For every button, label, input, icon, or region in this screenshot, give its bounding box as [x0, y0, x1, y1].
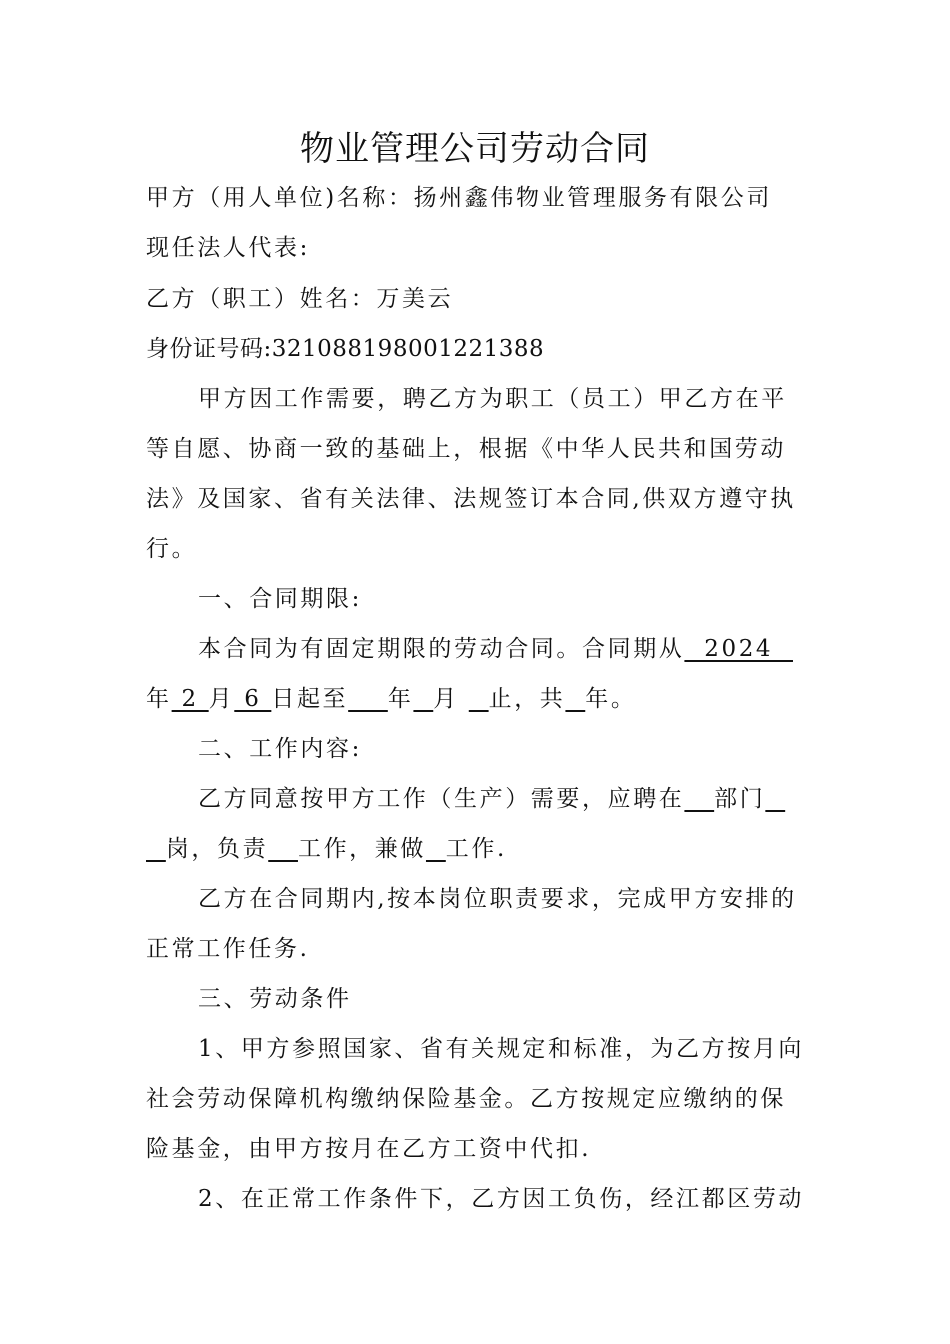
- extra-duty-label: 工作.: [445, 836, 507, 862]
- end-month-field: [413, 686, 433, 712]
- section-2-line-2: [146, 831, 816, 867]
- duty-field: [268, 836, 298, 862]
- section-2-para-2-line-1: 乙方在合同期内,按本岗位职责要求，完成甲方安排的: [198, 886, 797, 912]
- end-year-field: [348, 686, 388, 712]
- party-b-name: 乙方（职工）姓名：万美云: [146, 286, 454, 312]
- total-years-label: 年。: [585, 686, 637, 712]
- section-2-heading: 二、工作内容:: [198, 736, 362, 762]
- start-month-field: 2: [171, 686, 209, 712]
- end-day-field: [469, 686, 489, 712]
- post-field-b: [146, 836, 166, 862]
- document-title: 物业管理公司劳动合同: [300, 129, 650, 169]
- section-3-item-1-line-3: 险基金，由甲方按月在乙方工资中代扣.: [146, 1136, 592, 1162]
- section-3-item-1-line-2: 社会劳动保障机构缴纳保险基金。乙方按规定应缴纳的保: [146, 1086, 786, 1112]
- section-3-item-1-line-1: 1、甲方参照国家、省有关规定和标准，为乙方按月向: [198, 1036, 805, 1062]
- section-1-heading: 一、合同期限:: [198, 586, 362, 612]
- end-label: 止，共: [488, 686, 566, 712]
- start-day-field: 6: [234, 686, 272, 712]
- legal-representative: 现任法人代表:: [146, 235, 310, 261]
- intro-line-3: 法》及国家、省有关法律、法规签订本合同,供双方遵守执: [146, 486, 796, 512]
- post-label: 岗，负责: [165, 836, 269, 862]
- term-text: 本合同为有固定期限的劳动合同。合同期从: [198, 636, 685, 662]
- total-years-field: [565, 686, 585, 712]
- end-month-label: 月: [433, 686, 459, 712]
- section-2-line-1: [198, 781, 868, 817]
- section-1-line-2: [146, 681, 816, 717]
- day-to-label: 日起至: [271, 686, 349, 712]
- party-a-name: 甲方（用人单位)名称：扬州鑫伟物业管理服务有限公司: [146, 185, 772, 211]
- post-field-a: [765, 786, 785, 812]
- duty-label: 工作，兼做: [297, 836, 426, 862]
- department-label: 部门: [714, 786, 766, 812]
- department-field: [684, 786, 714, 812]
- start-year-field: 2024: [684, 636, 793, 662]
- intro-line-4: 行。: [146, 536, 198, 562]
- intro-line-1: 甲方因工作需要，聘乙方为职工（员工）甲乙方在平: [198, 386, 787, 412]
- extra-duty-field: [426, 836, 446, 862]
- section-3-heading: 三、劳动条件: [198, 986, 352, 1012]
- section-3-item-2-line-1: 2、在正常工作条件下，乙方因工负伤，经江都区劳动: [198, 1186, 805, 1212]
- work-text: 乙方同意按甲方工作（生产）需要，应聘在: [198, 786, 685, 812]
- month-label: 月: [208, 686, 235, 712]
- section-1-line-1: [198, 631, 868, 667]
- year-label: 年: [146, 686, 172, 712]
- section-2-para-2-line-2: 正常工作任务.: [146, 936, 310, 962]
- id-number: 身份证号码:321088198001221388: [146, 336, 545, 362]
- end-year-label: 年: [387, 686, 414, 712]
- intro-line-2: 等自愿、协商一致的基础上，根据《中华人民共和国劳动: [146, 436, 786, 462]
